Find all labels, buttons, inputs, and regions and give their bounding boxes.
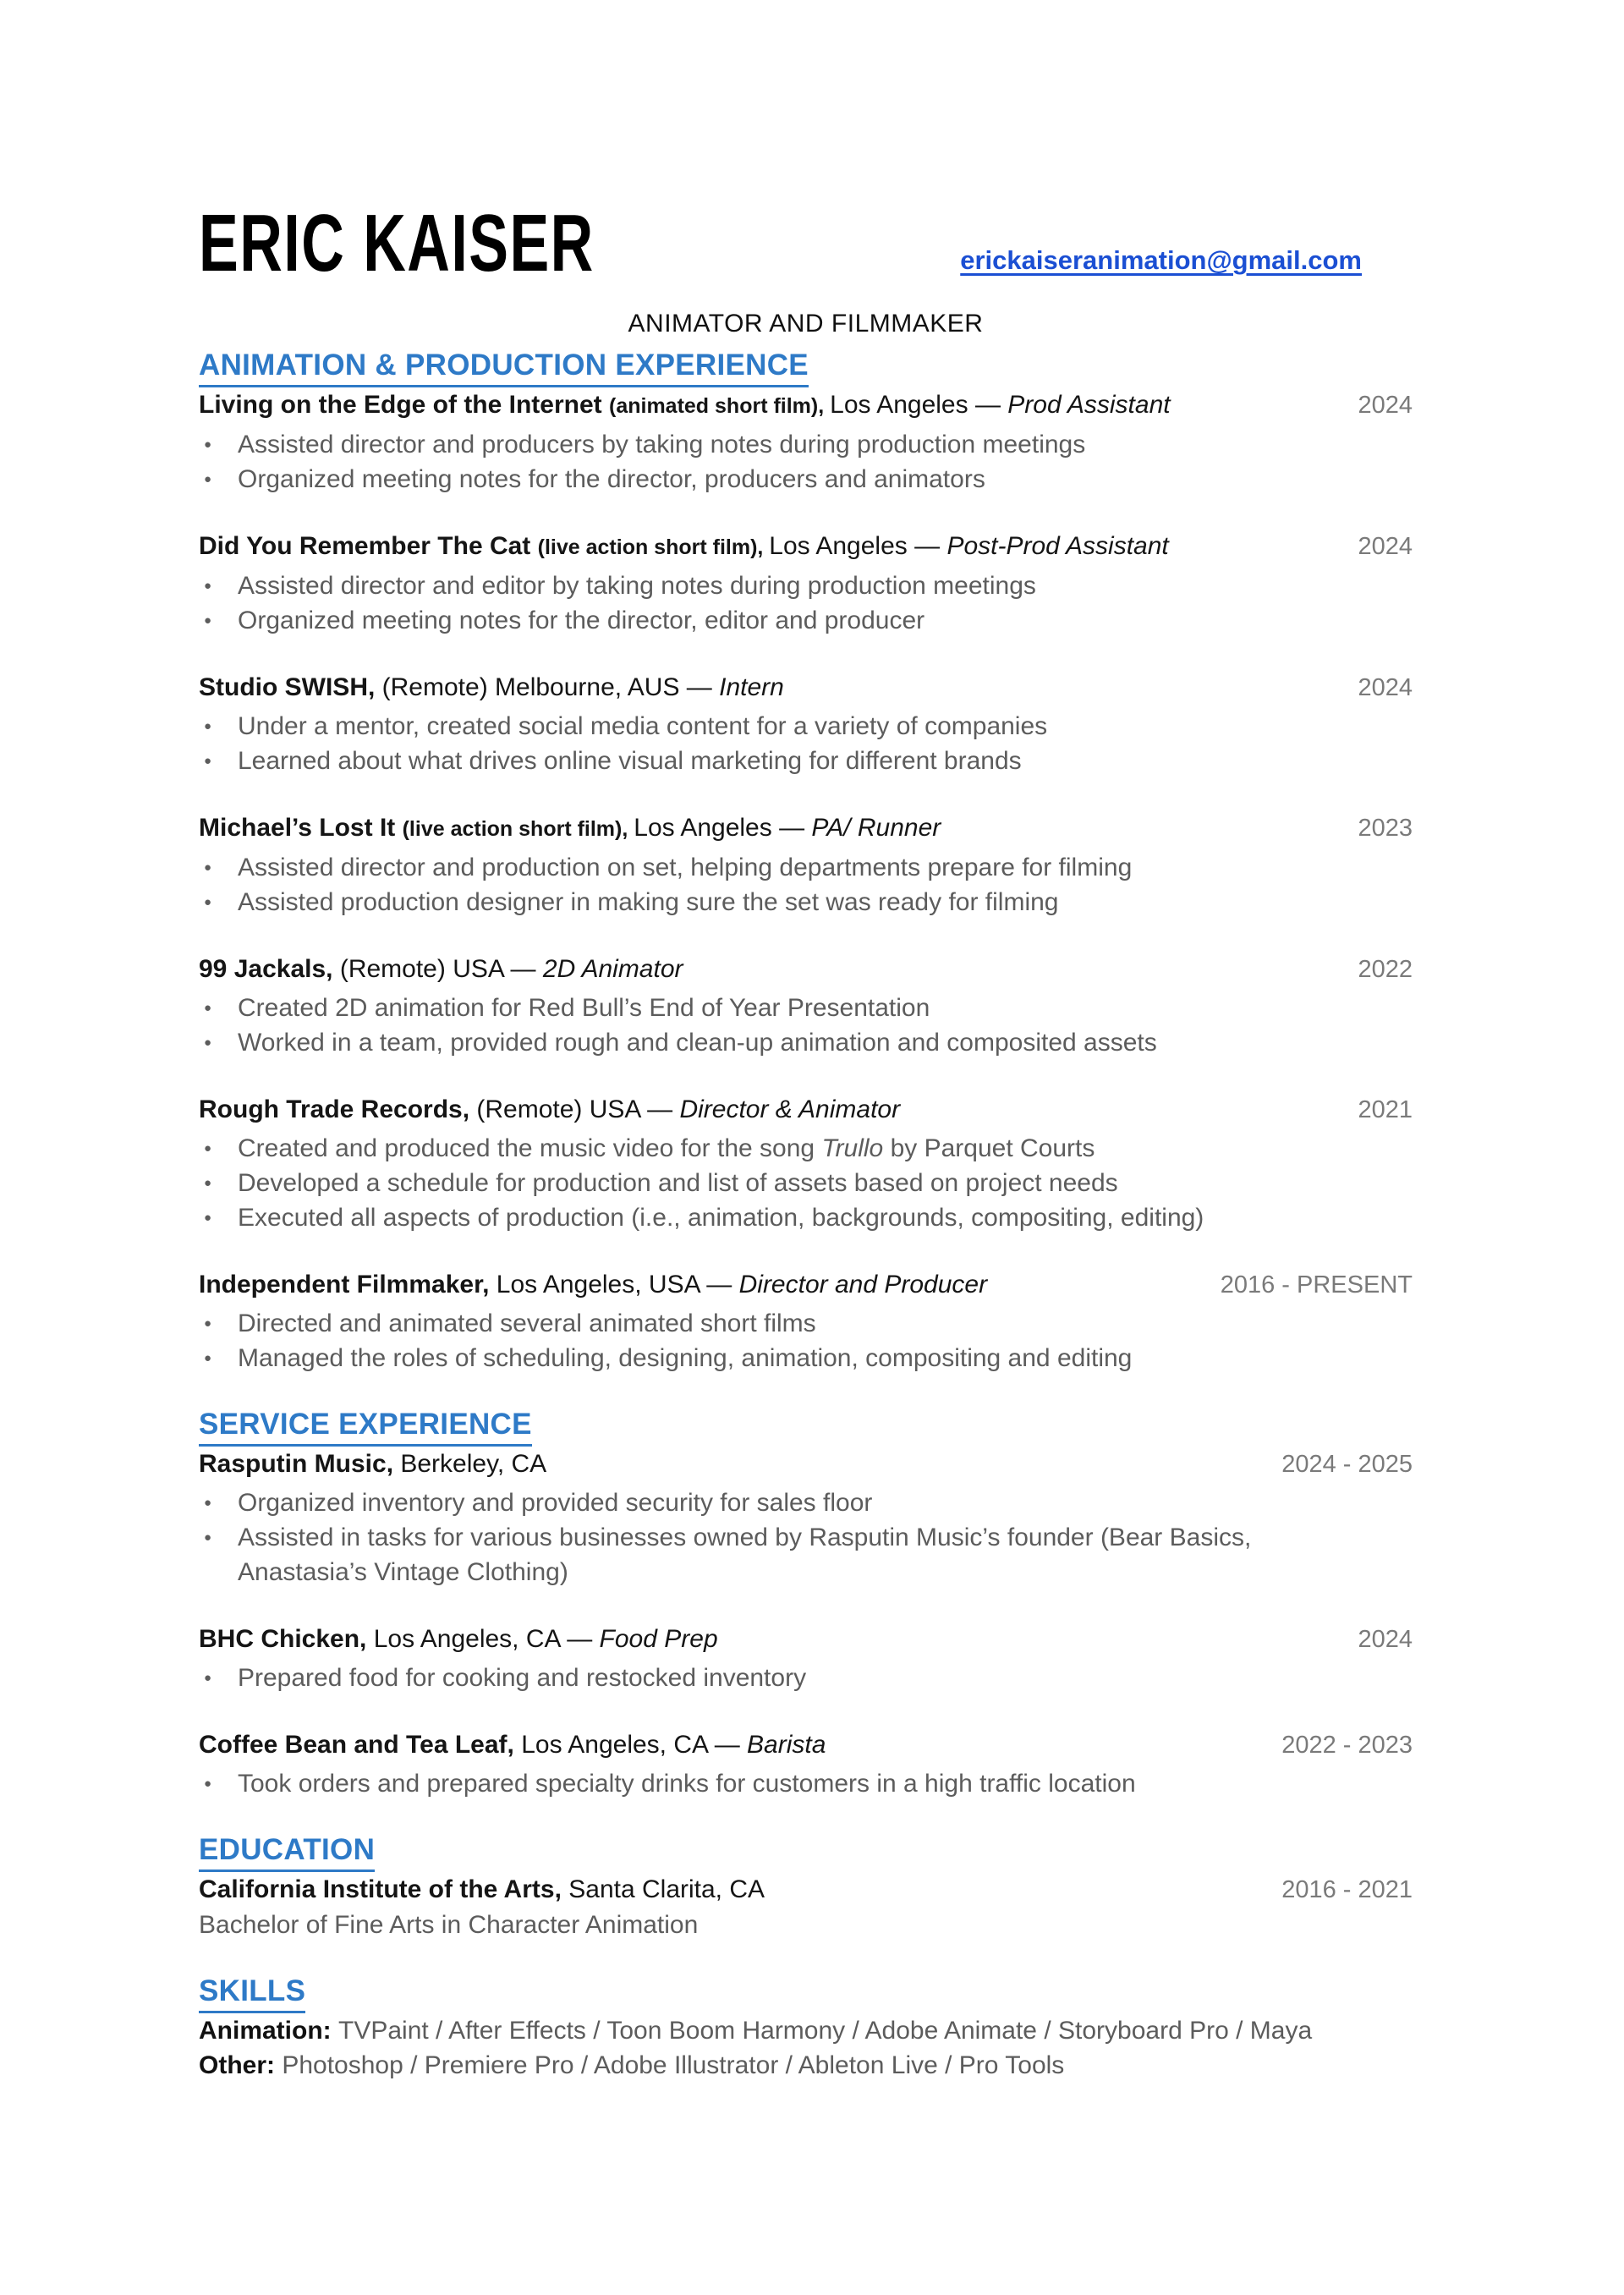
section-title: SERVICE EXPERIENCE — [199, 1408, 532, 1447]
header — [199, 198, 1413, 288]
entry-date: 2023 — [1358, 815, 1413, 842]
bullet-item: ● Assisted in tasks for various businesses owned by Rasputin Music’s founder (Bear Basics, Anastasia’s Vintage Clothing) — [199, 1520, 1383, 1589]
entry-role: Director and Producer — [738, 1271, 988, 1298]
bullet-item: ● Under a mentor, created social media content for a variety of companies — [199, 709, 1383, 744]
entry-bullets — [199, 427, 1413, 497]
experience-entry — [199, 810, 1413, 920]
experience-entry — [199, 1092, 1413, 1235]
entry-title-line — [199, 810, 1337, 847]
entry-heading — [199, 529, 1413, 565]
bullet-item: ● Assisted director and producers by taking notes during production meetings — [199, 427, 1383, 462]
entry-heading — [199, 670, 1413, 706]
entry-title: Living on the Edge of the Internet — [199, 391, 609, 419]
entry-bullets — [199, 1306, 1413, 1375]
section-title: SKILLS — [199, 1974, 305, 2013]
section-title-block — [199, 349, 1413, 387]
bullet-item: ● Assisted production designer in making sure the set was ready for filming — [199, 885, 1383, 920]
bullet-item: ● Prepared food for cooking and restocked inventory — [199, 1661, 1383, 1695]
entry-location: Los Angeles, CA — — [373, 1625, 600, 1653]
bullet-item: ● Managed the roles of scheduling, designing, animation, compositing and editing — [199, 1341, 1383, 1375]
entry-title-line — [199, 670, 1337, 706]
bullet-text-pre: Created and produced the music video for the song — [238, 1134, 822, 1162]
experience-entry — [199, 1267, 1413, 1375]
school-name: California Institute of the Arts, — [199, 1875, 569, 1903]
bullet-item: ● Organized meeting notes for the director, producers and animators — [199, 462, 1383, 497]
experience-entry — [199, 1447, 1413, 1589]
entry-bullets — [199, 1131, 1413, 1235]
entry-title: Michael’s Lost It — [199, 814, 403, 842]
entry-role: Prod Assistant — [1007, 391, 1171, 419]
entry-date: 2024 - 2025 — [1281, 1451, 1413, 1478]
entry-bullets — [199, 709, 1413, 778]
entry-role: Intern — [719, 673, 784, 701]
entry-title: 99 Jackals, — [199, 955, 340, 983]
entry-title: Studio SWISH, — [199, 673, 382, 701]
entry-date: 2022 — [1358, 956, 1413, 983]
section-animation-experience — [199, 349, 1413, 1375]
name-block — [199, 198, 601, 288]
entry-title: Independent Filmmaker, — [199, 1271, 497, 1298]
bullet-item: ● Directed and animated several animated short films — [199, 1306, 1383, 1341]
skill-category-label: Animation: — [199, 2017, 338, 2045]
section-service-experience — [199, 1408, 1413, 1801]
bullet-item: ● Learned about what drives online visual marketing for different brands — [199, 744, 1383, 778]
entry-parenthetical: (live action short film), — [537, 535, 770, 559]
entry-heading — [199, 387, 1413, 424]
bullet-item: ● Took orders and prepared specialty drinks for customers in a high traffic location — [199, 1766, 1383, 1801]
entry-role: Director & Animator — [679, 1095, 901, 1123]
entry-role: Food Prep — [599, 1625, 718, 1653]
education-entry — [199, 1872, 1413, 1942]
entry-title: Coffee Bean and Tea Leaf, — [199, 1731, 522, 1759]
entry-title-line — [199, 952, 1337, 987]
school-location: Santa Clarita, CA — [568, 1875, 765, 1903]
entry-role: Post-Prod Assistant — [946, 532, 1169, 560]
entry-heading — [199, 1092, 1413, 1128]
bullet-item: ● Created 2D animation for Red Bull’s End of Year Presentation — [199, 991, 1383, 1025]
entry-location: Los Angeles, USA — — [496, 1271, 739, 1298]
entry-title-line — [199, 1447, 1261, 1482]
entry-role: PA/ Runner — [811, 814, 941, 842]
entry-bullets — [199, 1485, 1413, 1589]
entry-title-line — [199, 1727, 1261, 1763]
entry-location: (Remote) Melbourne, AUS — — [381, 673, 720, 701]
entry-heading — [199, 1872, 1413, 1908]
section-title-block — [199, 1408, 1413, 1447]
entry-title-line — [199, 1267, 1200, 1303]
experience-entry — [199, 529, 1413, 638]
section-education — [199, 1833, 1413, 1942]
skill-list: TVPaint / After Effects / Toon Boom Harmony / Adobe Animate / Storyboard Pro / Maya — [338, 2017, 1313, 2045]
entry-location: Berkeley, CA — [400, 1450, 547, 1478]
bullet-text-post: by Parquet Courts — [883, 1134, 1095, 1162]
entry-bullets — [199, 568, 1413, 638]
entry-heading — [199, 1727, 1413, 1763]
entry-role: 2D Animator — [542, 955, 683, 983]
entry-title-line — [199, 1622, 1337, 1657]
experience-entry — [199, 670, 1413, 778]
section-title: ANIMATION & PRODUCTION EXPERIENCE — [199, 349, 809, 387]
bullet-item: ● Assisted director and editor by taking notes during production meetings — [199, 568, 1383, 603]
experience-entry — [199, 1727, 1413, 1801]
section-title: EDUCATION — [199, 1833, 375, 1872]
entry-title: Did You Remember The Cat — [199, 532, 538, 560]
entry-date: 2024 — [1358, 674, 1413, 701]
entry-heading — [199, 1447, 1413, 1482]
entry-title: Rough Trade Records, — [199, 1095, 477, 1123]
bullet-item: ● Organized inventory and provided security for sales floor — [199, 1485, 1383, 1520]
entry-title: BHC Chicken, — [199, 1625, 374, 1653]
person-name: ERIC KAISER — [199, 198, 595, 288]
entry-date: 2024 — [1358, 392, 1413, 419]
entry-title-line — [199, 529, 1337, 565]
entry-location: Los Angeles — — [634, 814, 812, 842]
entry-title-line — [199, 1092, 1337, 1128]
entry-heading — [199, 952, 1413, 987]
entry-heading — [199, 810, 1413, 847]
entry-location: (Remote) USA — — [476, 1095, 680, 1123]
bullet-item: ● Developed a schedule for production and list of assets based on project needs — [199, 1166, 1383, 1200]
bullet-item: ● Assisted director and production on set, helping departments prepare for filming — [199, 850, 1383, 885]
entry-location: Los Angeles, CA — — [521, 1731, 748, 1759]
entry-heading — [199, 1267, 1413, 1303]
bullet-item: ● Executed all aspects of production (i.e., animation, backgrounds, compositing, editing) — [199, 1200, 1383, 1235]
entry-location: Los Angeles — — [830, 391, 1008, 419]
entry-date: 2021 — [1358, 1096, 1413, 1123]
entry-bullets — [199, 1766, 1413, 1801]
entry-date: 2016 - 2021 — [1281, 1876, 1413, 1903]
section-skills — [199, 1974, 1413, 2083]
bullet-item: ● Organized meeting notes for the director, editor and producer — [199, 603, 1383, 638]
entry-title-line — [199, 387, 1337, 424]
entry-role: Barista — [747, 1731, 826, 1759]
experience-entry — [199, 387, 1413, 497]
section-title-block — [199, 1833, 1413, 1872]
skill-row — [199, 2013, 1413, 2048]
entry-title: Rasputin Music, — [199, 1450, 401, 1478]
bullet-item — [199, 1131, 1383, 1166]
skill-row — [199, 2048, 1413, 2083]
entry-parenthetical: (live action short film), — [402, 817, 634, 841]
entry-parenthetical: (animated short film), — [609, 394, 831, 418]
email-link[interactable]: erickaiseranimation@gmail.com — [960, 245, 1362, 275]
entry-bullets — [199, 1661, 1413, 1695]
entry-date: 2022 - 2023 — [1281, 1732, 1413, 1759]
entry-title-line — [199, 1872, 1261, 1908]
degree-line: Bachelor of Fine Arts in Character Animation — [199, 1911, 699, 1939]
entry-heading — [199, 1622, 1413, 1657]
entry-date: 2024 — [1358, 533, 1413, 560]
bullet-text-italic: Trullo — [821, 1134, 884, 1162]
skill-category-label: Other: — [199, 2051, 283, 2079]
entry-date: 2024 — [1358, 1626, 1413, 1653]
experience-entry — [199, 952, 1413, 1060]
bullet-item: ● Worked in a team, provided rough and clean-up animation and composited assets — [199, 1025, 1383, 1060]
experience-entry — [199, 1622, 1413, 1695]
section-title-block — [199, 1974, 1413, 2013]
entry-location: (Remote) USA — — [339, 955, 543, 983]
entry-bullets — [199, 850, 1413, 920]
person-subtitle: ANIMATOR AND FILMMAKER — [628, 310, 984, 338]
entry-bullets — [199, 991, 1413, 1060]
skill-list: Photoshop / Premiere Pro / Adobe Illustrator / Ableton Live / Pro Tools — [282, 2051, 1065, 2079]
entry-location: Los Angeles — — [769, 532, 947, 560]
entry-date: 2016 - PRESENT — [1220, 1271, 1413, 1298]
